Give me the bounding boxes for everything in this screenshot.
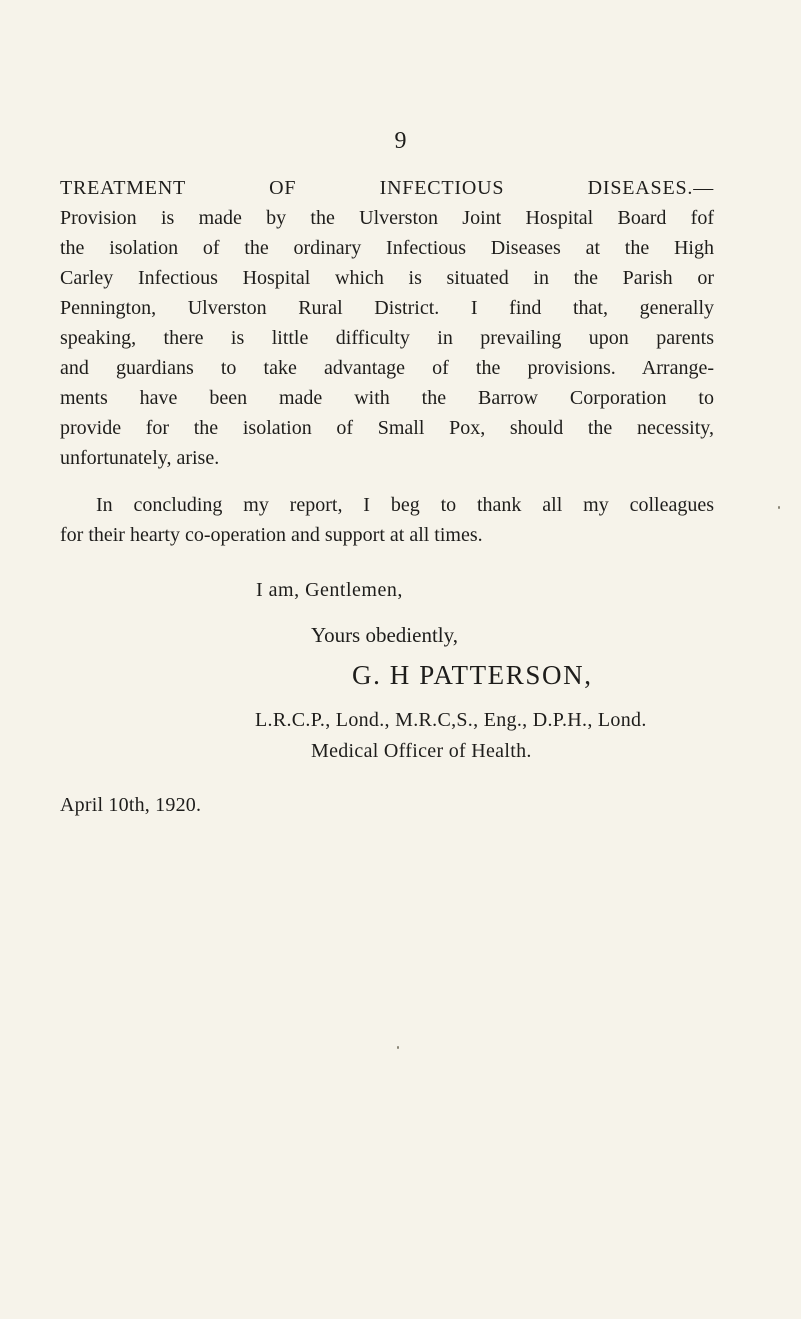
- valediction: Yours obediently,: [311, 623, 459, 647]
- paragraph-line: and guardians to take advantage of the provisions. Arrange-: [60, 357, 714, 379]
- section-heading: TREATMENT OF INFECTIOUS DISEASES.—: [60, 177, 714, 199]
- page-number: 9: [394, 128, 407, 154]
- qualifications: L.R.C.P., Lond., M.R.C,S., Eng., D.P.H., Lond.: [255, 709, 647, 731]
- paragraph-line: Carley Infectious Hospital which is situated in the Parish or: [60, 267, 714, 289]
- salutation: I am, Gentlemen,: [256, 579, 403, 601]
- paragraph-line: provide for the isolation of Small Pox, should the necessity,: [60, 417, 714, 439]
- paragraph-line: Provision is made by the Ulverston Joint Hospital Board fof: [60, 207, 714, 229]
- paragraph-line: ments have been made with the Barrow Corporation to: [60, 387, 714, 409]
- paragraph-line: Pennington, Ulverston Rural District. I find that, generally: [60, 297, 714, 319]
- paper-speck: [778, 506, 780, 509]
- officer-title: Medical Officer of Health.: [311, 740, 532, 762]
- paragraph-line: unfortunately, arise.: [60, 447, 220, 469]
- paragraph-line: the isolation of the ordinary Infectious Diseases at the High: [60, 237, 714, 259]
- date-line: April 10th, 1920.: [60, 794, 202, 816]
- paragraph-line: speaking, there is little difficulty in prevailing upon parents: [60, 327, 714, 349]
- paragraph-concluding: [60, 490, 714, 550]
- paragraph-line: for their hearty co-operation and support at all times.: [60, 524, 483, 546]
- paragraph-line: [60, 173, 714, 203]
- paragraph-treatment: [60, 173, 714, 473]
- paper-speck: [397, 1046, 399, 1049]
- paragraph-line: In concluding my report, I beg to thank all my colleagues: [96, 494, 714, 516]
- signature-name: G. H PATTERSON,: [352, 660, 593, 690]
